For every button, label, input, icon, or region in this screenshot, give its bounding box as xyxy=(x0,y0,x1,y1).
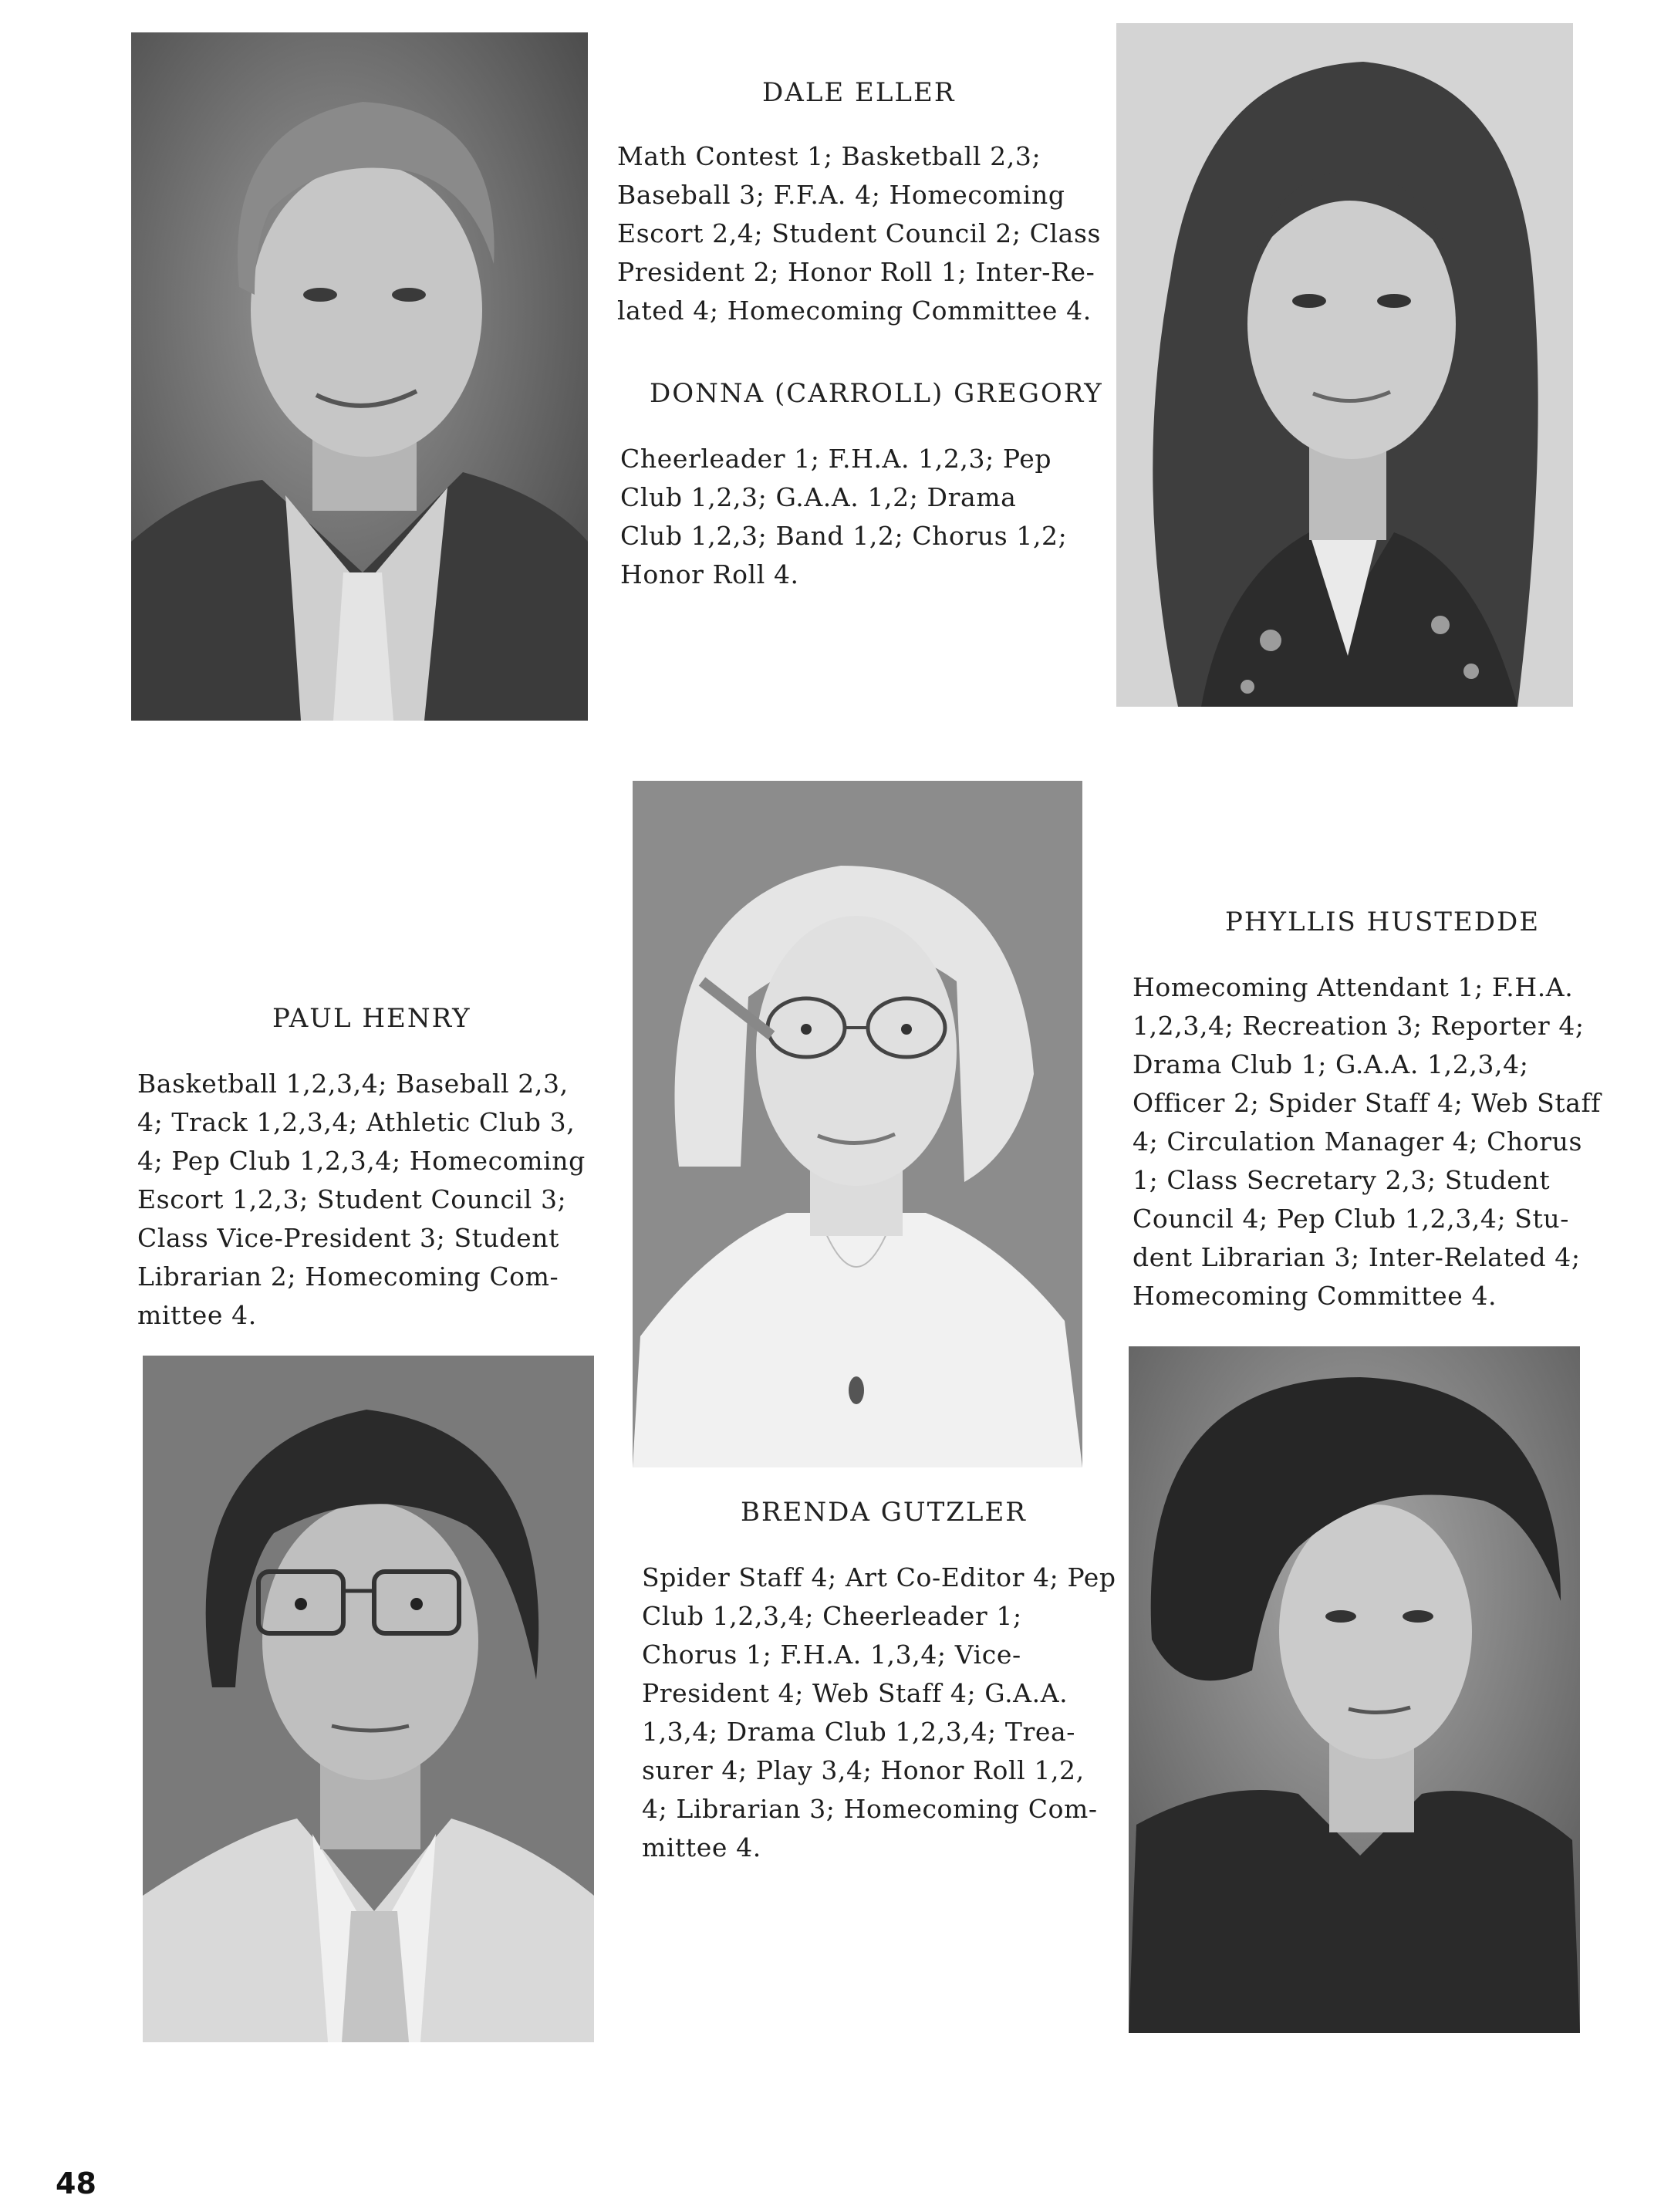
activity-line: Baseball 3; F.F.A. 4; Homecoming xyxy=(617,180,1065,210)
activity-line: President 4; Web Staff 4; G.A.A. xyxy=(642,1678,1068,1708)
activity-line: Chorus 1; F.H.A. 1,3,4; Vice- xyxy=(642,1640,1021,1670)
activity-line: Club 1,2,3; Band 1,2; Chorus 1,2; xyxy=(620,521,1068,551)
student-activities xyxy=(1133,968,1642,1315)
activity-line: Cheerleader 1; F.H.A. 1,2,3; Pep xyxy=(620,444,1052,474)
activity-line: mittee 4. xyxy=(642,1832,761,1862)
student-activities xyxy=(642,1559,1128,1867)
student-activities xyxy=(137,1065,623,1335)
activity-line: Escort 2,4; Student Council 2; Class xyxy=(617,218,1102,248)
portrait-photo-paul-henry xyxy=(143,1356,594,2042)
activity-line: Officer 2; Spider Staff 4; Web Staff xyxy=(1133,1088,1602,1118)
activity-line: Math Contest 1; Basketball 2,3; xyxy=(617,141,1041,171)
activity-line: Club 1,2,3,4; Cheerleader 1; xyxy=(642,1601,1022,1631)
page-number: 48 xyxy=(56,2166,96,2200)
activity-line: dent Librarian 3; Inter-Related 4; xyxy=(1133,1242,1581,1272)
student-entry-phyllis-hustedde xyxy=(1133,907,1642,1315)
activity-line: mittee 4. xyxy=(137,1300,257,1330)
activity-line: 4; Pep Club 1,2,3,4; Homecoming xyxy=(137,1146,586,1176)
portrait-photo-phyllis-hustedde xyxy=(1129,1346,1580,2033)
activity-line: Spider Staff 4; Art Co-Editor 4; Pep xyxy=(642,1562,1116,1592)
activity-line: Drama Club 1; G.A.A. 1,2,3,4; xyxy=(1133,1049,1529,1079)
student-entry-dale-eller xyxy=(617,77,1111,330)
portrait-photo-donna-gregory xyxy=(1116,23,1573,707)
student-name: DONNA (CARROLL) GREGORY xyxy=(650,378,1103,409)
activity-line: 1,2,3,4; Recreation 3; Reporter 4; xyxy=(1133,1011,1585,1041)
activity-line: 1; Class Secretary 2,3; Student xyxy=(1133,1165,1551,1195)
activity-line: 4; Track 1,2,3,4; Athletic Club 3, xyxy=(137,1107,576,1137)
activity-line: Club 1,2,3; G.A.A. 1,2; Drama xyxy=(620,482,1017,512)
activity-line: 4; Librarian 3; Homecoming Com- xyxy=(642,1794,1098,1824)
activity-line: Council 4; Pep Club 1,2,3,4; Stu- xyxy=(1133,1204,1569,1234)
activity-line: Librarian 2; Homecoming Com- xyxy=(137,1261,559,1292)
activity-line: lated 4; Homecoming Committee 4. xyxy=(617,295,1092,326)
activity-line: Escort 1,2,3; Student Council 3; xyxy=(137,1184,567,1214)
student-name: DALE ELLER xyxy=(762,77,956,108)
activity-line: Honor Roll 4. xyxy=(620,559,799,589)
portrait-photo-dale-eller xyxy=(131,32,588,721)
student-name: BRENDA GUTZLER xyxy=(741,1497,1027,1528)
student-entry-donna-gregory xyxy=(620,378,1114,594)
activity-line: Homecoming Committee 4. xyxy=(1133,1281,1497,1311)
activity-line: surer 4; Play 3,4; Honor Roll 1,2, xyxy=(642,1755,1085,1785)
student-entry-paul-henry xyxy=(137,1003,623,1335)
student-name: PHYLLIS HUSTEDDE xyxy=(1225,907,1541,937)
student-entry-brenda-gutzler xyxy=(642,1497,1128,1867)
activity-line: President 2; Honor Roll 1; Inter-Re- xyxy=(617,257,1095,287)
student-activities xyxy=(620,440,1114,594)
activity-line: Class Vice-President 3; Student xyxy=(137,1223,559,1253)
activity-line: 4; Circulation Manager 4; Chorus xyxy=(1133,1126,1583,1157)
student-name: PAUL HENRY xyxy=(272,1003,471,1034)
portrait-photo-brenda-gutzler xyxy=(633,781,1082,1467)
student-activities xyxy=(617,137,1111,330)
activity-line: Basketball 1,2,3,4; Baseball 2,3, xyxy=(137,1069,569,1099)
activity-line: Homecoming Attendant 1; F.H.A. xyxy=(1133,972,1574,1002)
activity-line: 1,3,4; Drama Club 1,2,3,4; Trea- xyxy=(642,1717,1076,1747)
